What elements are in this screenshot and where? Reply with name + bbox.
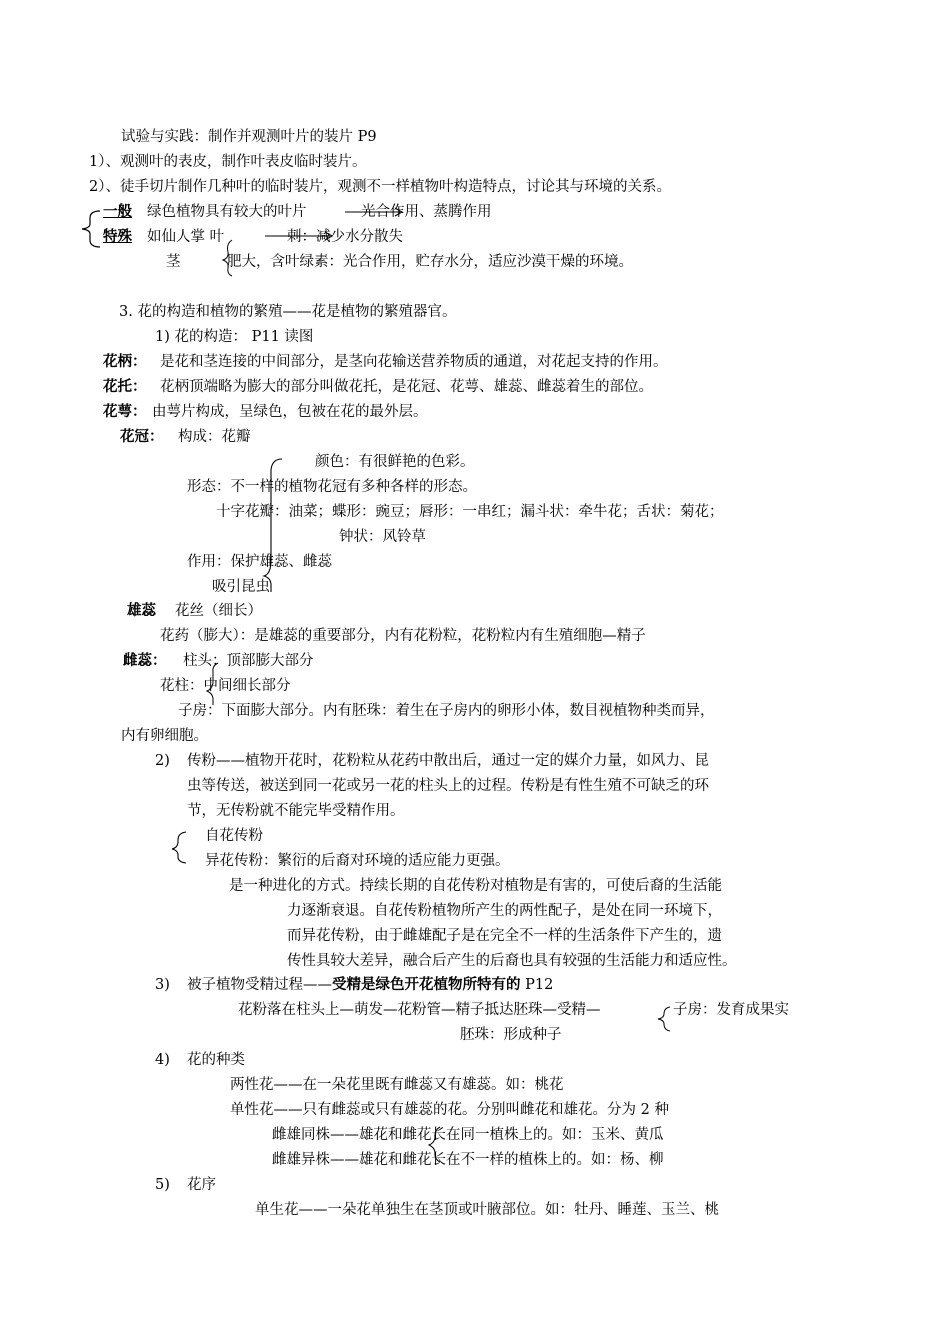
corolla-function-2: 吸引昆虫 [212,579,270,595]
stamen-heading: 雄蕊 [127,602,156,619]
brace-general-special [82,211,100,247]
calyx-heading: 花萼： [103,403,147,420]
receptacle-text: 花柄顶端略为膨大的部分叫做花托，是花冠、花萼、雄蕊、雌蕊着生的部位。 [160,379,653,395]
evolution-line-3: 而异花传粉，由于雌雄配子是在完全不一样的生活条件下产生的，遗 [287,928,722,944]
self-pollination: 自花传粉 [205,828,263,844]
item-5-number: 5) [155,1177,170,1193]
fertilization-title-a: 被子植物受精过程—— [187,977,332,993]
fertilization-title [187,975,553,995]
pollination-line-3: 节，无传粉就不能完毕受精作用。 [187,803,405,819]
corolla-text: 构成：花瓣 [178,429,251,445]
evolution-line-4: 传性具较大差异，融合后产生的后裔也具有较强的生活能力和适应性。 [287,953,737,969]
special-text: 如仙人掌 叶 [147,229,225,245]
evolution-line-2: 力逐渐衰退。自花传粉植物所产生的两性配子，是处在同一环境下， [287,903,722,919]
item-2-number: 2) [155,753,170,769]
general-text: 绿色植物具有较大的叶片 [147,204,307,220]
pedicel-text: 是花和茎连接的中间部分，是茎向花输送营养物质的通道，对花起支持的作用。 [160,354,668,370]
fertilization-ovary: 子房：发育成果实 [673,1002,789,1018]
corolla-function: 作用：保护雄蕊、雌蕊 [187,554,332,570]
practice-item-1: 1）、观测叶的表皮，制作叶表皮临时装片。 [89,154,367,170]
dioecious: 雌雄异株——雄花和雌花长在不一样的植株上的。如：杨、柳 [272,1152,664,1168]
stamen-anther: 花药（膨大）：是雄蕊的重要部分，内有花粉粒，花粉粒内有生殖细胞—精子 [160,628,646,644]
corolla-shape-examples: 十字花瓣：油菜；蝶形：豌豆；唇形：一串红；漏斗状：牵牛花；舌状：菊花； [216,504,724,520]
general-result: 光合作用、蒸腾作用 [361,204,492,220]
monoecious: 雌雄同株——雄花和雌花长在同一植株上的。如：玉米、黄瓜 [272,1127,664,1143]
evolution-line-1: 是一种进化的方式。持续长期的自花传粉对植物是有害的，可使后裔的生活能 [229,878,722,894]
corolla-color: 颜色：有很鲜艳的色彩。 [315,454,475,470]
flower-types-title: 花的种类 [187,1052,245,1068]
pollination-line-2: 虫等传送，被送到同一花或另一花的柱头上的过程。传粉是有性生殖不可缺乏的环 [187,778,709,794]
pistil-heading: 雌蕊： [123,652,167,669]
brace-pollination [172,832,186,863]
practice-title: 试验与实践：制作并观测叶片的装片 P9 [121,129,377,145]
general-heading: 一般 [103,203,132,220]
stamen-filament: 花丝（细长） [175,603,262,619]
solitary-flower: 单生花——一朵花单独生在茎顶或叶腋部位。如：牡丹、睡莲、玉兰、桃 [255,1202,719,1218]
stem-label: 茎 [166,254,181,270]
stem-text: 肥大，含叶绿素：光合作用，贮存水分，适应沙漠干燥的环境。 [227,254,633,270]
pedicel-heading: 花柄： [103,353,147,370]
subsection-1-title: 1) 花的构造： P11 读图 [155,329,314,345]
section-3-title: 3. 花的构造和植物的繁殖——花是植物的繁殖器官。 [119,304,457,320]
fertilization-ovule: 胚珠：形成种子 [460,1027,562,1043]
receptacle-heading: 花托： [103,378,147,395]
pistil-ovary: 子房：下面膨大部分。内有胚珠：着生在子房内的卵形小体，数目视植物种类而异， [178,703,715,719]
fertilization-process: 花粉落在柱头上—萌发—花粉管—精子抵达胚珠—受精— [238,1002,601,1018]
pistil-ovary-2: 内有卵细胞。 [121,728,208,744]
brace-fertilization [658,1007,670,1031]
unisexual-flower: 单性花——只有雌蕊或只有雄蕊的花。分别叫雌花和雄花。分为 2 种 [230,1102,669,1118]
item-3-number: 3) [155,977,170,993]
corolla-shape: 形态：不一样的植物花冠有多种各样的形态。 [187,479,477,495]
calyx-text: 由萼片构成，呈绿色，包被在花的最外层。 [152,404,428,420]
pistil-style: 花柱：中间细长部分 [160,678,291,694]
bisexual-flower: 两性花——在一朵花里既有雌蕊又有雄蕊。如：桃花 [230,1077,564,1093]
special-heading: 特殊 [103,228,132,245]
pollination-line-1: 传粉——植物开花时，花粉粒从花药中散出后，通过一定的媒介力量，如风力、昆 [187,753,709,769]
fertilization-title-bold: 受精是绿色开花植物所特有的 [332,976,521,993]
corolla-shape-bell: 钟状：风铃草 [339,529,426,545]
corolla-heading: 花冠： [120,428,164,445]
practice-item-2: 2）、徒手切片制作几种叶的临时装片，观测不一样植物叶构造特点，讨论其与环境的关系。 [89,179,671,195]
special-result: 刺：减少水分散失 [287,229,403,245]
item-4-number: 4) [155,1052,170,1068]
fertilization-page: P12 [520,977,554,993]
cross-pollination: 异花传粉：繁衍的后裔对环境的适应能力更强。 [205,853,510,869]
inflorescence-title: 花序 [187,1177,216,1193]
pistil-stigma: 柱头：顶部膨大部分 [183,653,314,669]
